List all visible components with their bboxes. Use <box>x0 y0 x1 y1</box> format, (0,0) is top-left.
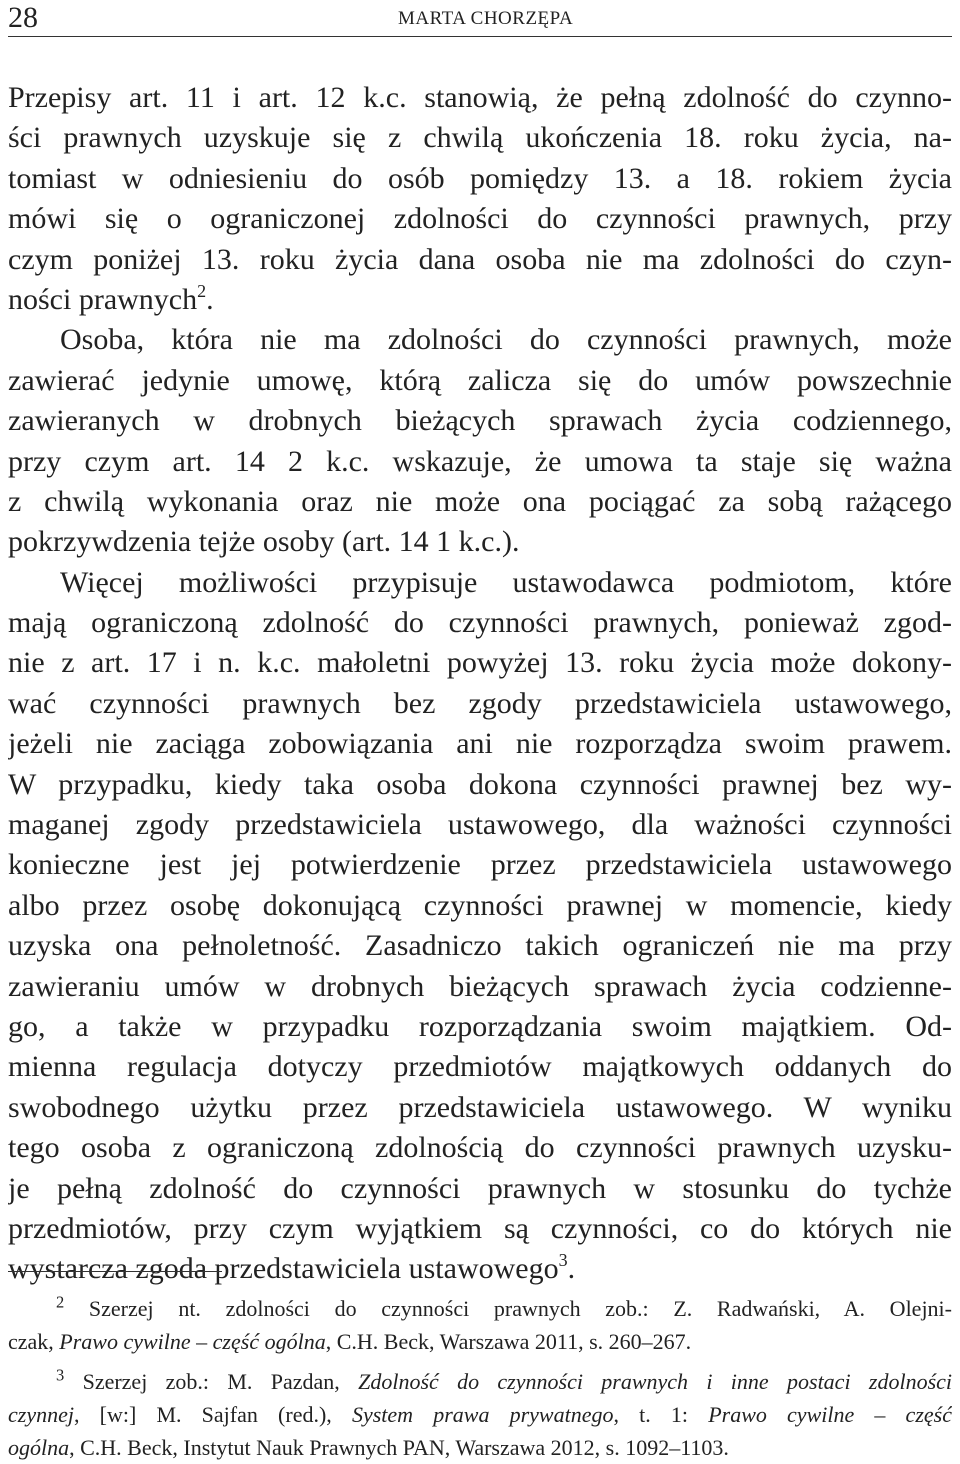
italic-title: System prawa prywatnego <box>351 1402 614 1427</box>
body-text <box>8 78 952 1290</box>
text-line: mówi się o ograniczonej zdolności do czynności prawnych, przy <box>8 202 952 236</box>
text-line: maganej zgody przedstawiciela ustawowego, dla ważności czynności <box>8 808 952 842</box>
italic-title: Zdolność do czynności prawnych i inne postaci zdolności <box>358 1369 952 1394</box>
text-span: , [w:] M. Sajfan (red.), <box>73 1402 352 1427</box>
page-header <box>8 0 952 37</box>
footnote-ref[interactable]: 3 <box>558 1250 568 1271</box>
text-line: zawieraniu umów w drobnych bieżących sprawach życia codzienne- <box>8 969 952 1003</box>
text-line: przy czym art. 14 2 k.c. wskazuje, że umowa ta staje się ważna <box>8 444 952 478</box>
text-line: zawieranych w drobnych bieżących sprawach życia codziennego, <box>8 404 952 438</box>
footnote-line <box>8 1325 952 1358</box>
text-line: nie z art. 17 i n. k.c. małoletni powyżej 13. roku życia może dokony- <box>8 646 952 680</box>
italic-title: czynnej <box>8 1402 74 1427</box>
footnote-mark: 2 <box>56 1292 65 1312</box>
footnotes <box>8 1292 952 1464</box>
footnote-line <box>8 1365 952 1398</box>
running-head: MARTA CHORZĘPA <box>398 8 574 29</box>
text-line <box>8 280 952 320</box>
text-span: Szerzej nt. zdolności do czynności prawnych zob.: Z. Radwański, A. Olejni- <box>88 1296 952 1321</box>
footnote-mark: 3 <box>56 1365 65 1385</box>
text-span: czak, <box>8 1329 60 1354</box>
text-line: go, a także w przypadku rozporządzania swoim majątkiem. Od- <box>8 1009 952 1043</box>
footnote-line <box>8 1398 952 1431</box>
page-number: 28 <box>8 1 38 34</box>
text-line: tego osoba z ograniczoną zdolnością do czynności prawnych uzysku- <box>8 1131 952 1165</box>
text-line: W przypadku, kiedy taka osoba dokona czynności prawnej bez wy- <box>8 767 952 801</box>
text-line: wać czynności prawnych bez zgody przedstawiciela ustawowego, <box>8 686 952 720</box>
text-line: mienna regulacja dotyczy przedmiotów majątkowych oddanych do <box>8 1050 952 1084</box>
text-line: mają ograniczoną zdolność do czynności prawnych, ponieważ zgod- <box>8 606 952 640</box>
text-line: z chwilą wykonania oraz nie może ona pociągać za sobą rażącego <box>8 484 952 518</box>
text-span: wystarcza zgoda przedstawiciela ustawowego <box>8 1252 559 1286</box>
footnote-line <box>8 1292 952 1325</box>
footnote-divider <box>8 1271 222 1272</box>
text-line: jeżeli nie zaciąga zobowiązania ani nie rozporządza swoim prawem. <box>8 727 952 761</box>
text-line: ści prawnych uzyskuje się z chwilą ukończenia 18. roku życia, na- <box>8 121 952 155</box>
text-line: tomiast w odniesieniu do osób pomiędzy 13. a 18. rokiem życia <box>8 161 952 195</box>
text-line: Osoba, która nie ma zdolności do czynności prawnych, może <box>60 323 952 357</box>
text-span: Szerzej zob.: M. Pazdan, <box>82 1369 359 1394</box>
text-line: swobodnego użytku przez przedstawiciela ustawowego. W wyniku <box>8 1090 952 1124</box>
italic-title: ogólna <box>8 1435 70 1460</box>
text-span: , t. 1: <box>613 1402 709 1427</box>
italic-title: Prawo cywilne – część <box>708 1402 952 1427</box>
text-line: wystarcza zgoda przedstawiciela ustawowego$^3$. <box>8 1250 576 1286</box>
text-line: czym poniżej 13. roku życia dana osoba nie ma zdolności do czyn- <box>8 242 952 276</box>
text-line: zawierać jedynie umowę, którą zalicza się do umów powszechnie <box>8 363 952 397</box>
text-line: je pełną zdolność do czynności prawnych w stosunku do tychże <box>8 1171 952 1205</box>
text-line: pokrzywdzenia tejże osoby (art. 14 1 k.c.). <box>8 525 520 559</box>
text-line: przedmiotów, przy czym wyjątkiem są czynności, co do których nie <box>8 1211 952 1245</box>
text-span: ności prawnych <box>8 282 198 316</box>
text-span: , C.H. Beck, Warszawa 2011, s. 260–267. <box>325 1329 692 1354</box>
text-line: Więcej możliwości przypisuje ustawodawca podmiotom, które <box>60 565 952 599</box>
text-line: uzyska ona pełnoletność. Zasadniczo takich ograniczeń nie ma przy <box>8 929 952 963</box>
text-line: konieczne jest jej potwierdzenie przez przedstawiciela ustawowego <box>8 848 952 882</box>
italic-title: Prawo cywilne – część ogólna <box>59 1329 326 1354</box>
text-line: albo przez osobę dokonującą czynności prawnej w momencie, kiedy <box>8 888 952 922</box>
footnote-line <box>8 1431 952 1464</box>
text-span: . <box>206 282 214 316</box>
text-line: Przepisy art. 11 i art. 12 k.c. stanowią, że pełną zdolność do czynno- <box>8 81 952 114</box>
footnote-ref[interactable]: 2 <box>197 281 207 302</box>
text-span: , C.H. Beck, Instytut Nauk Prawnych PAN, Warszawa 2012, s. 1092–1103. <box>69 1435 729 1460</box>
